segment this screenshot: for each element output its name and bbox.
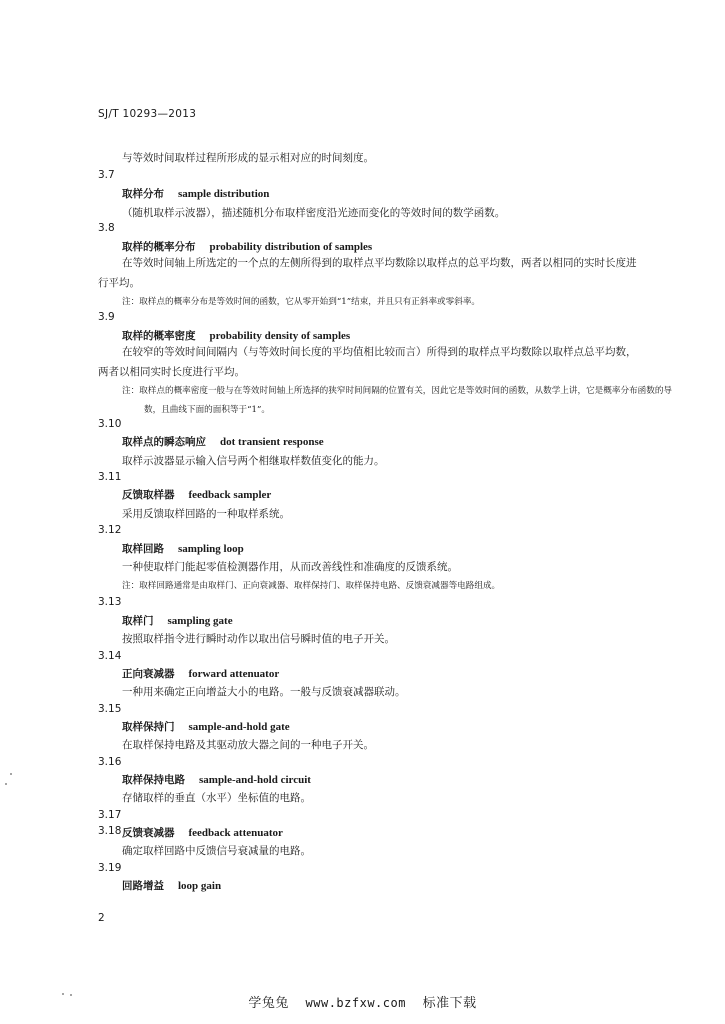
term-en: sample-and-hold circuit bbox=[199, 774, 311, 786]
term-en: feedback sampler bbox=[188, 489, 272, 501]
note: 注：取样点的概率分布是等效时间的函数，它从零开始到“1”结束，并且只有正斜率或零斜率。 bbox=[122, 297, 481, 307]
term-en: probability density of samples bbox=[209, 330, 351, 342]
clause-number: 3.19 bbox=[98, 862, 122, 874]
term-title bbox=[122, 825, 283, 840]
continuation-text: 与等效时间取样过程所形成的显示相对应的时间刻度。 bbox=[122, 152, 374, 164]
term-title bbox=[122, 772, 311, 787]
definition: 采用反馈取样回路的一种取样系统。 bbox=[122, 508, 290, 520]
definition: 在取样保持电路及其驱动放大器之间的一种电子开关。 bbox=[122, 739, 374, 751]
definition: 在等效时间轴上所选定的一个点的左侧所得到的取样点平均数除以取样点的总平均数，两者以相同的实时长度进行平均。 bbox=[98, 257, 637, 289]
clause-number: 3.8 bbox=[98, 222, 115, 234]
term-title bbox=[122, 613, 233, 628]
term-cn: 取样分布 bbox=[122, 188, 164, 200]
definition: 在较窄的等效时间间隔内（与等效时间长度的平均值相比较而言）所得到的取样点平均数除以取样点总平均数，两者以相同实时长度进行平均。 bbox=[98, 346, 637, 378]
note: 注：取样回路通常是由取样门、正向衰减器、取样保持门、取样保持电路、反馈衰减器等电路组成。 bbox=[122, 581, 501, 591]
clause-number: 3.7 bbox=[98, 169, 115, 181]
clause-number: 3.9 bbox=[98, 311, 115, 323]
clause-number: 3.13 bbox=[98, 596, 122, 608]
term-title bbox=[122, 487, 271, 502]
term-cn: 取样回路 bbox=[122, 543, 164, 555]
term-cn: 取样的概率密度 bbox=[122, 330, 196, 342]
term-en: loop gain bbox=[178, 880, 222, 892]
definition: 一种使取样门能起零值检测器作用，从而改善线性和准确度的反馈系统。 bbox=[122, 561, 458, 573]
scan-speck bbox=[10, 773, 12, 775]
scan-speck bbox=[70, 994, 72, 996]
term-en: feedback attenuator bbox=[188, 827, 283, 839]
definition: 一种用来确定正向增益大小的电路。一般与反馈衰减器联动。 bbox=[122, 686, 406, 698]
term-title bbox=[122, 719, 290, 734]
term-title bbox=[122, 878, 221, 893]
term-en: sample distribution bbox=[178, 188, 270, 200]
term-cn: 反馈衰减器 bbox=[122, 827, 175, 839]
term-title bbox=[122, 239, 372, 254]
term-cn: 取样的概率分布 bbox=[122, 241, 196, 253]
watermark-url: www.bzfxw.com bbox=[305, 996, 406, 1010]
term-en: probability distribution of samples bbox=[209, 241, 373, 253]
term-cn: 取样保持门 bbox=[122, 721, 175, 733]
watermark-name: 学兔兔 bbox=[248, 996, 289, 1011]
term-cn: 取样点的瞬态响应 bbox=[122, 436, 206, 448]
watermark-slogan: 标准下载 bbox=[422, 996, 477, 1011]
term-en: dot transient response bbox=[220, 436, 324, 448]
definition: 确定取样回路中反馈信号衰减量的电路。 bbox=[122, 845, 311, 857]
clause-number: 3.18 bbox=[98, 825, 122, 837]
term-title bbox=[122, 186, 269, 201]
scan-speck bbox=[5, 783, 7, 785]
term-en: sampling gate bbox=[167, 615, 233, 627]
term-cn: 取样保持电路 bbox=[122, 774, 185, 786]
clause-number: 3.11 bbox=[98, 471, 122, 483]
definition: 存储取样的垂直（水平）坐标值的电路。 bbox=[122, 792, 311, 804]
term-en: sample-and-hold gate bbox=[188, 721, 290, 733]
term-cn: 正向衰减器 bbox=[122, 668, 175, 680]
clause-number: 3.12 bbox=[98, 524, 122, 536]
definition: 取样示波器显示输入信号两个相继取样数值变化的能力。 bbox=[122, 455, 385, 467]
note: 注：取样点的概率密度一般与在等效时间轴上所选择的狭窄时间间隔的位置有关，因此它是等效时间的函数，从数学上讲，它是概率分布函数的导数，且曲线下面的面积等于“1”。 bbox=[122, 386, 673, 415]
term-title bbox=[122, 328, 350, 343]
term-cn: 取样门 bbox=[122, 615, 154, 627]
clause-number: 3.14 bbox=[98, 650, 122, 662]
definition: 按照取样指令进行瞬时动作以取出信号瞬时值的电子开关。 bbox=[122, 633, 395, 645]
term-cn: 反馈取样器 bbox=[122, 489, 175, 501]
term-title bbox=[122, 666, 279, 681]
scan-speck bbox=[62, 993, 64, 995]
term-title bbox=[122, 434, 324, 449]
clause-number: 3.16 bbox=[98, 756, 122, 768]
term-en: forward attenuator bbox=[188, 668, 280, 680]
term-en: sampling loop bbox=[178, 543, 244, 555]
clause-number: 3.15 bbox=[98, 703, 122, 715]
definition: （随机取样示波器），描述随机分布取样密度沿光迹而变化的等效时间的数学函数。 bbox=[122, 207, 506, 219]
standard-code: SJ/T 10293—2013 bbox=[98, 108, 197, 120]
watermark bbox=[0, 992, 725, 1011]
term-title bbox=[122, 541, 244, 556]
page-number: 2 bbox=[98, 912, 105, 924]
term-cn: 回路增益 bbox=[122, 880, 164, 892]
clause-number: 3.17 bbox=[98, 809, 122, 821]
clause-number: 3.10 bbox=[98, 418, 122, 430]
